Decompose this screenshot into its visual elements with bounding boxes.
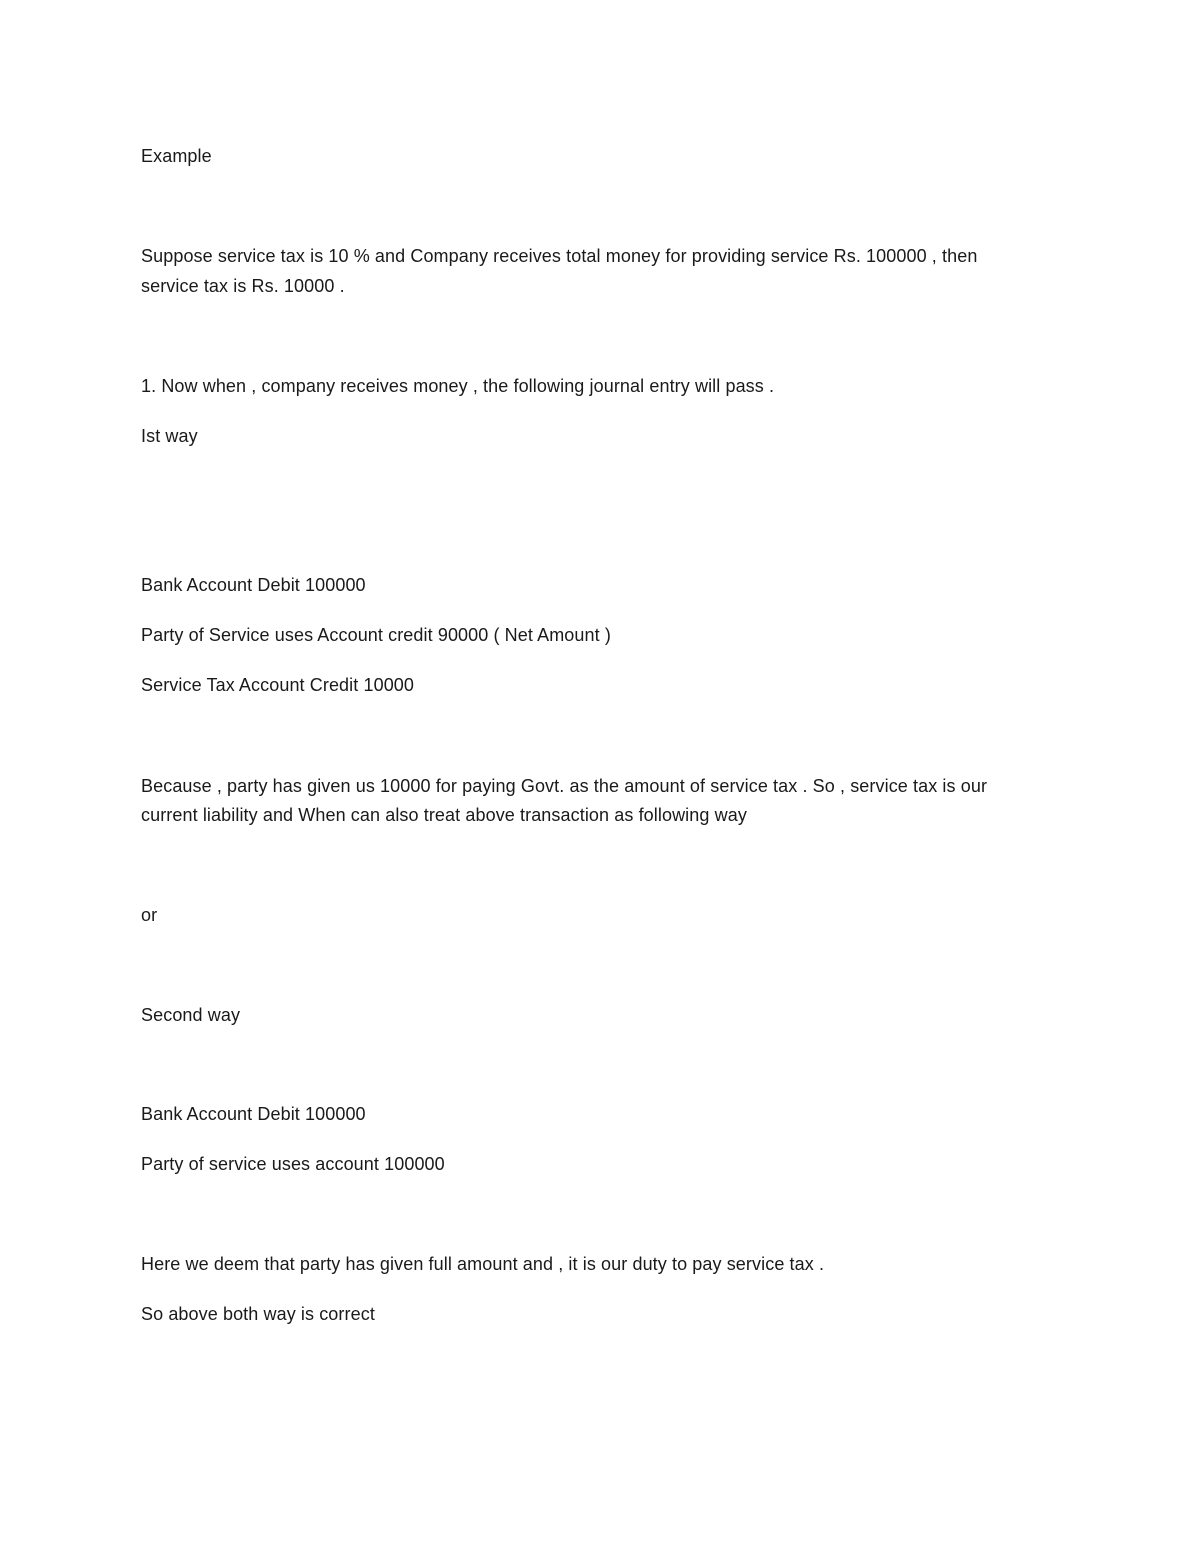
conclusion-line-1: Here we deem that party has given full amount and , it is our duty to pay service tax . — [141, 1254, 825, 1274]
or-label: or — [141, 905, 158, 925]
explanation-line-2: current liability and When can also treat above transaction as following way — [141, 805, 747, 825]
first-way-entry-bank-debit: Bank Account Debit 100000 — [141, 575, 366, 595]
first-way-entry-party-credit: Party of Service uses Account credit 90000 ( Net Amount ) — [141, 625, 611, 645]
intro-line-1: Suppose service tax is 10 % and Company receives total money for providing service Rs. 100000 , then — [141, 246, 978, 266]
explanation-line-1: Because , party has given us 10000 for paying Govt. as the amount of service tax . So , service tax is our — [141, 776, 988, 796]
second-way-label: Second way — [141, 1005, 241, 1025]
first-way-label: Ist way — [141, 426, 198, 446]
second-way-entry-party-account: Party of service uses account 100000 — [141, 1154, 445, 1174]
first-way-entry-service-tax-credit: Service Tax Account Credit 10000 — [141, 675, 415, 695]
second-way-entry-bank-debit: Bank Account Debit 100000 — [141, 1104, 366, 1124]
step-1: 1. Now when , company receives money , the following journal entry will pass . — [141, 376, 775, 396]
intro-line-2: service tax is Rs. 10000 . — [141, 276, 345, 296]
heading-example: Example — [141, 146, 212, 166]
conclusion-line-2: So above both way is correct — [141, 1304, 375, 1324]
